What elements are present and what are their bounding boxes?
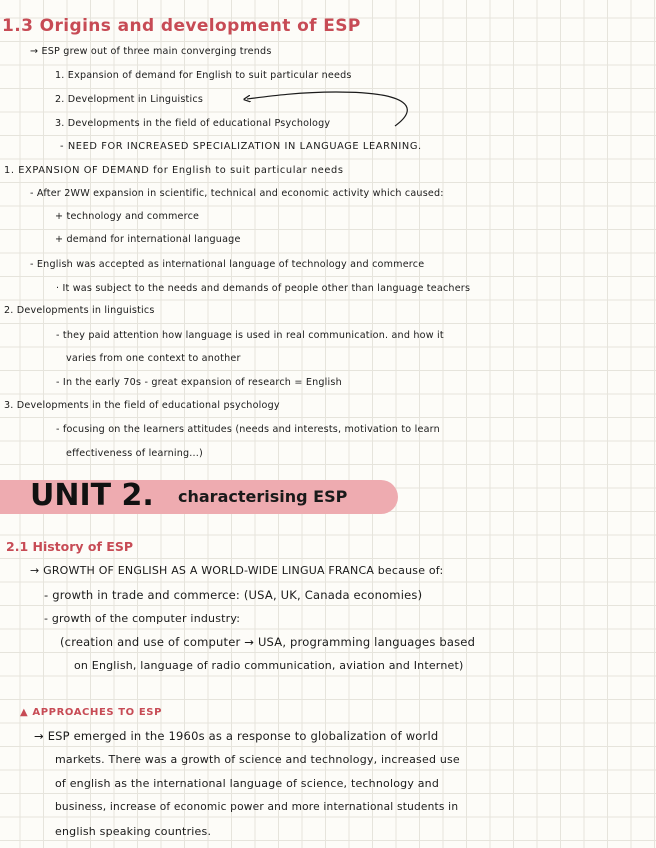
point1-english: - English was accepted as international language of technology and commerce xyxy=(30,259,425,270)
approaches-line-4: business, increase of economic power and more international students in xyxy=(55,801,459,813)
approaches-line-1: → ESP emerged in the 1960s as a response to globalization of world xyxy=(34,729,439,743)
computer-line: - growth of the computer industry: xyxy=(44,612,241,625)
approaches-title: ▲ APPROACHES TO ESP xyxy=(20,707,163,718)
computer-paren-2: on English, language of radio communication, aviation and Internet) xyxy=(74,659,464,672)
point3-line1: - focusing on the learners attitudes (needs and interests, motivation to learn xyxy=(56,424,440,435)
point2-line1: - they paid attention how language is used in real communication. and how it xyxy=(56,330,444,341)
approaches-line-2: markets. There was a growth of science and technology, increased use xyxy=(55,753,460,766)
unit-title: UNIT 2. xyxy=(30,478,154,513)
point1-title: 1. EXPANSION OF DEMAND for English to suit particular needs xyxy=(4,165,344,176)
point2-line3: - In the early 70s - great expansion of research = English xyxy=(56,377,342,388)
point2-title: 2. Developments in linguistics xyxy=(4,305,155,316)
trend-item-2: 2. Development in Linguistics xyxy=(55,94,204,105)
point1-line: - After 2WW expansion in scientific, technical and economic activity which caused: xyxy=(30,188,444,199)
point1-sub2: + demand for international language xyxy=(55,234,241,245)
section-title-origins: 1.3 Origins and development of ESP xyxy=(2,16,361,36)
section-title-history: 2.1 History of ESP xyxy=(6,539,133,554)
approaches-line-5: english speaking countries. xyxy=(55,825,212,838)
unit-subtitle: characterising ESP xyxy=(178,487,348,506)
trend-item-3: 3. Developments in the field of educational Psychology xyxy=(55,118,331,129)
point1-subject: · It was subject to the needs and demands of people other than language teachers xyxy=(56,283,471,294)
computer-paren-1: (creation and use of computer → USA, programming languages based xyxy=(60,635,476,649)
point2-line2: varies from one context to another xyxy=(66,353,241,364)
point3-line2: effectiveness of learning...) xyxy=(66,448,203,459)
approaches-line-3: of english as the international language of science, technology and xyxy=(55,777,440,790)
intro-line: → ESP grew out of three main converging trends xyxy=(30,46,272,57)
point1-sub1: + technology and commerce xyxy=(55,211,200,222)
growth-line: → GROWTH OF ENGLISH AS A WORLD-WIDE LINGUA FRANCA because of: xyxy=(30,564,444,577)
trade-line: - growth in trade and commerce: (USA, UK, Canada economies) xyxy=(44,588,423,602)
point3-title: 3. Developments in the field of educational psychology xyxy=(4,400,280,411)
trend-item-1: 1. Expansion of demand for English to suit particular needs xyxy=(55,70,352,81)
need-line: - NEED FOR INCREASED SPECIALIZATION IN LANGUAGE LEARNING. xyxy=(60,141,422,152)
